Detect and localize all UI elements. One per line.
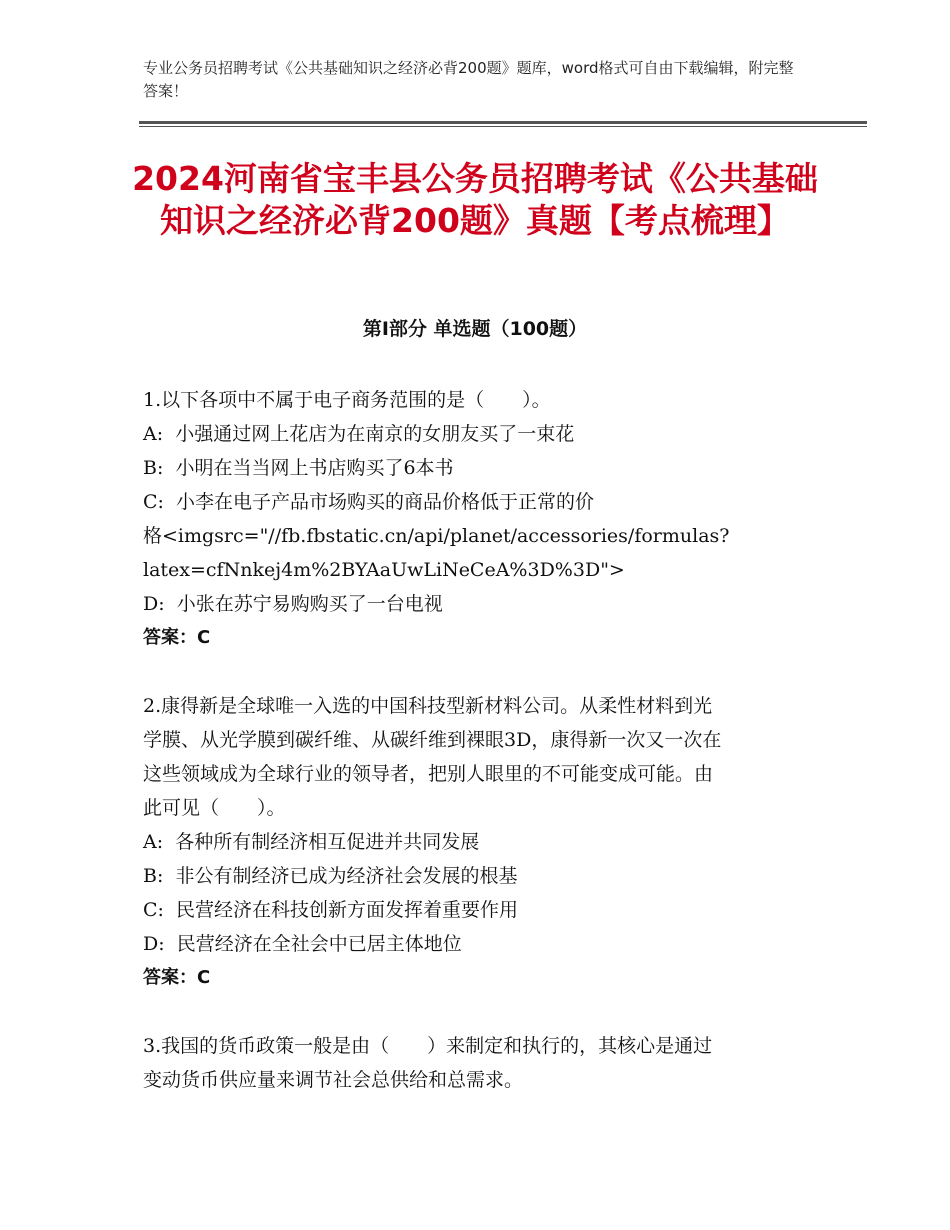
question-2-stem-line-1: 2.康得新是全球唯一入选的中国科技型新材料公司。从柔性材料到光 <box>143 695 713 717</box>
question-2 <box>143 689 823 995</box>
question-1-option-b: B: 小明在当当网上书店购买了6本书 <box>143 457 454 479</box>
question-2-option-c: C: 民营经济在科技创新方面发挥着重要作用 <box>143 899 519 921</box>
question-1-option-c-cont-2: latex=cfNnkej4m%2BYAaUwLiNeCeA%3D%3D"> <box>143 559 625 581</box>
question-2-option-a: A: 各种所有制经济相互促进并共同发展 <box>143 831 480 853</box>
header-note: 专业公务员招聘考试《公共基础知识之经济必背200题》题库，word格式可自由下载编辑，附完整答案！ <box>143 59 794 100</box>
question-1-option-c: C: 小李在电子产品市场购买的商品价格低于正常的价 <box>143 491 595 513</box>
document-title: 2024河南省宝丰县公务员招聘考试《公共基础知识之经济必背200题》真题【考点梳理】 <box>132 159 818 240</box>
question-1-option-d: D: 小张在苏宁易购购买了一台电视 <box>143 593 443 615</box>
question-3-stem-line-1: 3.我国的货币政策一般是由（ ）来制定和执行的，其核心是通过 <box>143 1035 713 1057</box>
question-1-option-c-cont: 格<imgsrc="//fb.fbstatic.cn/api/planet/accessories/formulas? <box>143 525 730 547</box>
question-2-answer: 答案：C <box>143 967 211 988</box>
question-1 <box>143 383 823 655</box>
question-2-option-b: B: 非公有制经济已成为经济社会发展的根基 <box>143 865 518 887</box>
question-2-stem-line-3: 这些领域成为全球行业的领导者，把别人眼里的不可能变成可能。由 <box>143 763 714 785</box>
question-1-option-a: A: 小强通过网上花店为在南京的女朋友买了一束花 <box>143 423 575 445</box>
question-2-stem-line-2: 学膜、从光学膜到碳纤维、从碳纤维到裸眼3D，康得新一次又一次在 <box>143 729 722 751</box>
question-list <box>143 383 823 1131</box>
header-divider-thick <box>139 121 867 124</box>
question-1-stem: 1.以下各项中不属于电子商务范围的是（ ）。 <box>143 389 551 411</box>
question-1-answer: 答案：C <box>143 627 211 648</box>
section-heading: 第Ⅰ部分 单选题（100题） <box>362 318 588 340</box>
question-2-stem-line-4: 此可见（ ）。 <box>143 797 286 819</box>
question-3-stem-line-2: 变动货币供应量来调节社会总供给和总需求。 <box>143 1069 524 1091</box>
question-3 <box>143 1029 823 1097</box>
question-2-option-d: D: 民营经济在全社会中已居主体地位 <box>143 933 462 955</box>
header-divider-thin <box>139 126 867 127</box>
